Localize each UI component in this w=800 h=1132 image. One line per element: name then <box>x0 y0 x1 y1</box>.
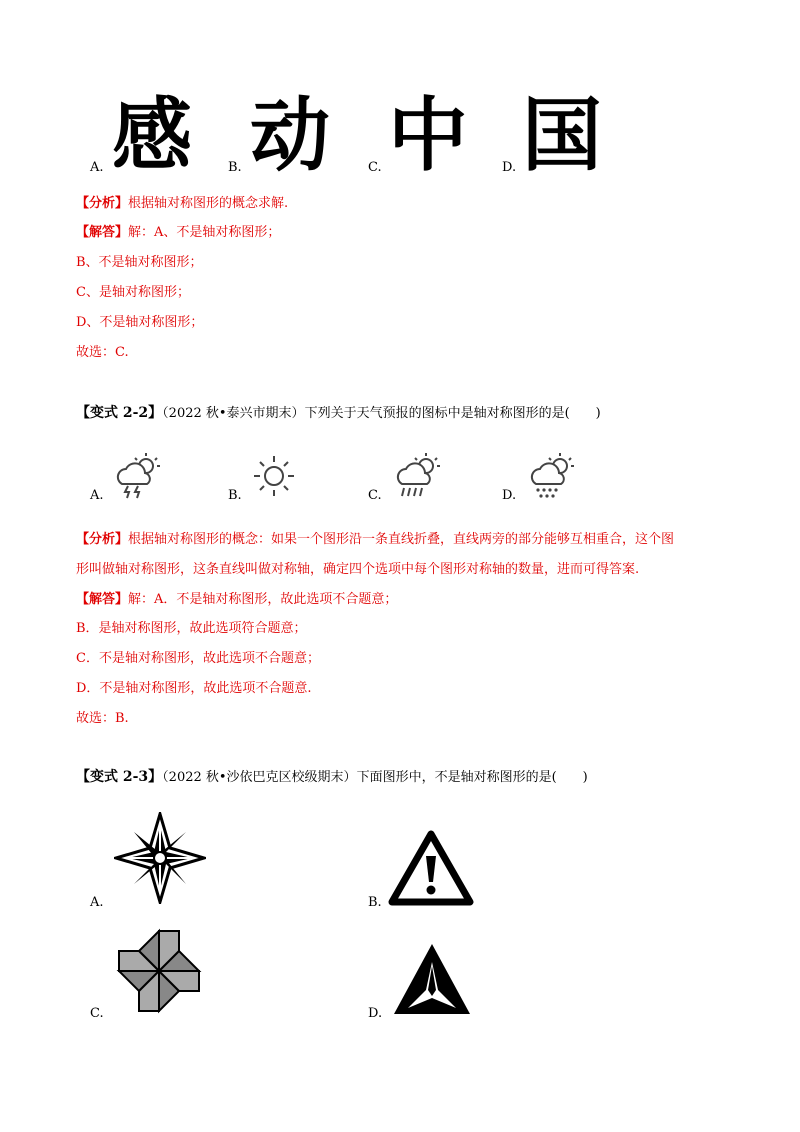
q2-tag: 【变式 2-2】 <box>76 405 163 421</box>
q3-source: （2022 秋•沙依巴克区校级期末） <box>162 770 357 785</box>
q2-option-d-label: D. <box>502 488 517 503</box>
option-b-label: B. <box>228 160 242 175</box>
pinwheel-icon <box>116 928 202 1014</box>
analysis-text-2: 形叫做轴对称图形，这条直线叫做对称轴，确定四个选项中每个图形对称轴的数量，进而可得答案. <box>76 562 640 577</box>
option-c-char: 中 <box>388 89 468 182</box>
tri-star-icon <box>392 942 472 1018</box>
q3-text: 下面图形中，不是轴对称图形的是 <box>356 770 552 785</box>
answer-line: D、不是轴对称图形； <box>76 315 204 330</box>
analysis-tag: 【分析】 <box>76 532 129 547</box>
q2-option-b-label: B. <box>228 488 242 503</box>
option-c-label: C. <box>368 160 382 175</box>
answer-line: 故选：C. <box>76 345 129 360</box>
cloud-sun-rain-icon <box>390 452 446 500</box>
answer-line: B、不是轴对称图形； <box>76 255 203 270</box>
option-d-char: 国 <box>522 89 602 182</box>
q2-stem <box>76 402 601 422</box>
option-d-label: D. <box>502 160 517 175</box>
q2-answer <box>76 588 397 607</box>
q3-option-a-label: A. <box>90 895 104 910</box>
option-b-char: 动 <box>250 89 330 182</box>
answer-tag: 【解答】 <box>76 225 129 240</box>
answer-line: C、是轴对称图形； <box>76 285 190 300</box>
answer-line: D．不是轴对称图形，故此选项不合题意. <box>76 681 312 696</box>
compass-star-icon <box>114 812 206 904</box>
q3-stem <box>76 766 588 786</box>
answer-tag: 【解答】 <box>76 592 129 607</box>
q2-analysis <box>76 528 674 547</box>
q2-paren: ( ) <box>564 406 601 421</box>
answer-line: 解：A．不是轴对称图形，故此选项不合题意； <box>128 592 398 607</box>
q2-option-a-label: A. <box>90 488 104 503</box>
q2-text: 下列关于天气预报的图标中是轴对称图形的是 <box>304 406 565 421</box>
q3-option-c-label: C. <box>90 1006 104 1021</box>
option-a-label: A. <box>90 160 104 175</box>
option-a-char: 感 <box>112 89 192 182</box>
q1-analysis <box>76 192 288 211</box>
q2-source: （2022 秋•泰兴市期末） <box>162 406 305 421</box>
sun-icon <box>252 454 296 498</box>
answer-line: 故选：B. <box>76 711 129 726</box>
q1-answer <box>76 221 280 240</box>
q2-option-c-label: C. <box>368 488 382 503</box>
q3-option-b-label: B. <box>368 895 382 910</box>
analysis-tag: 【分析】 <box>76 196 129 211</box>
cloud-sun-snow-icon <box>524 452 580 500</box>
analysis-text: 根据轴对称图形的概念求解. <box>128 196 289 211</box>
cloud-sun-thunder-icon <box>110 450 166 500</box>
q3-paren: ( ) <box>551 770 588 785</box>
q3-tag: 【变式 2-3】 <box>76 769 163 785</box>
answer-line: B．是轴对称图形，故此选项符合题意； <box>76 621 307 636</box>
answer-line: C．不是轴对称图形，故此选项不合题意； <box>76 651 320 666</box>
warning-triangle-icon <box>388 830 474 906</box>
q3-option-d-label: D. <box>368 1006 383 1021</box>
answer-line: 解：A、不是轴对称图形； <box>128 225 281 240</box>
analysis-text: 根据轴对称图形的概念：如果一个图形沿一条直线折叠，直线两旁的部分能够互相重合，这个图 <box>128 532 675 547</box>
